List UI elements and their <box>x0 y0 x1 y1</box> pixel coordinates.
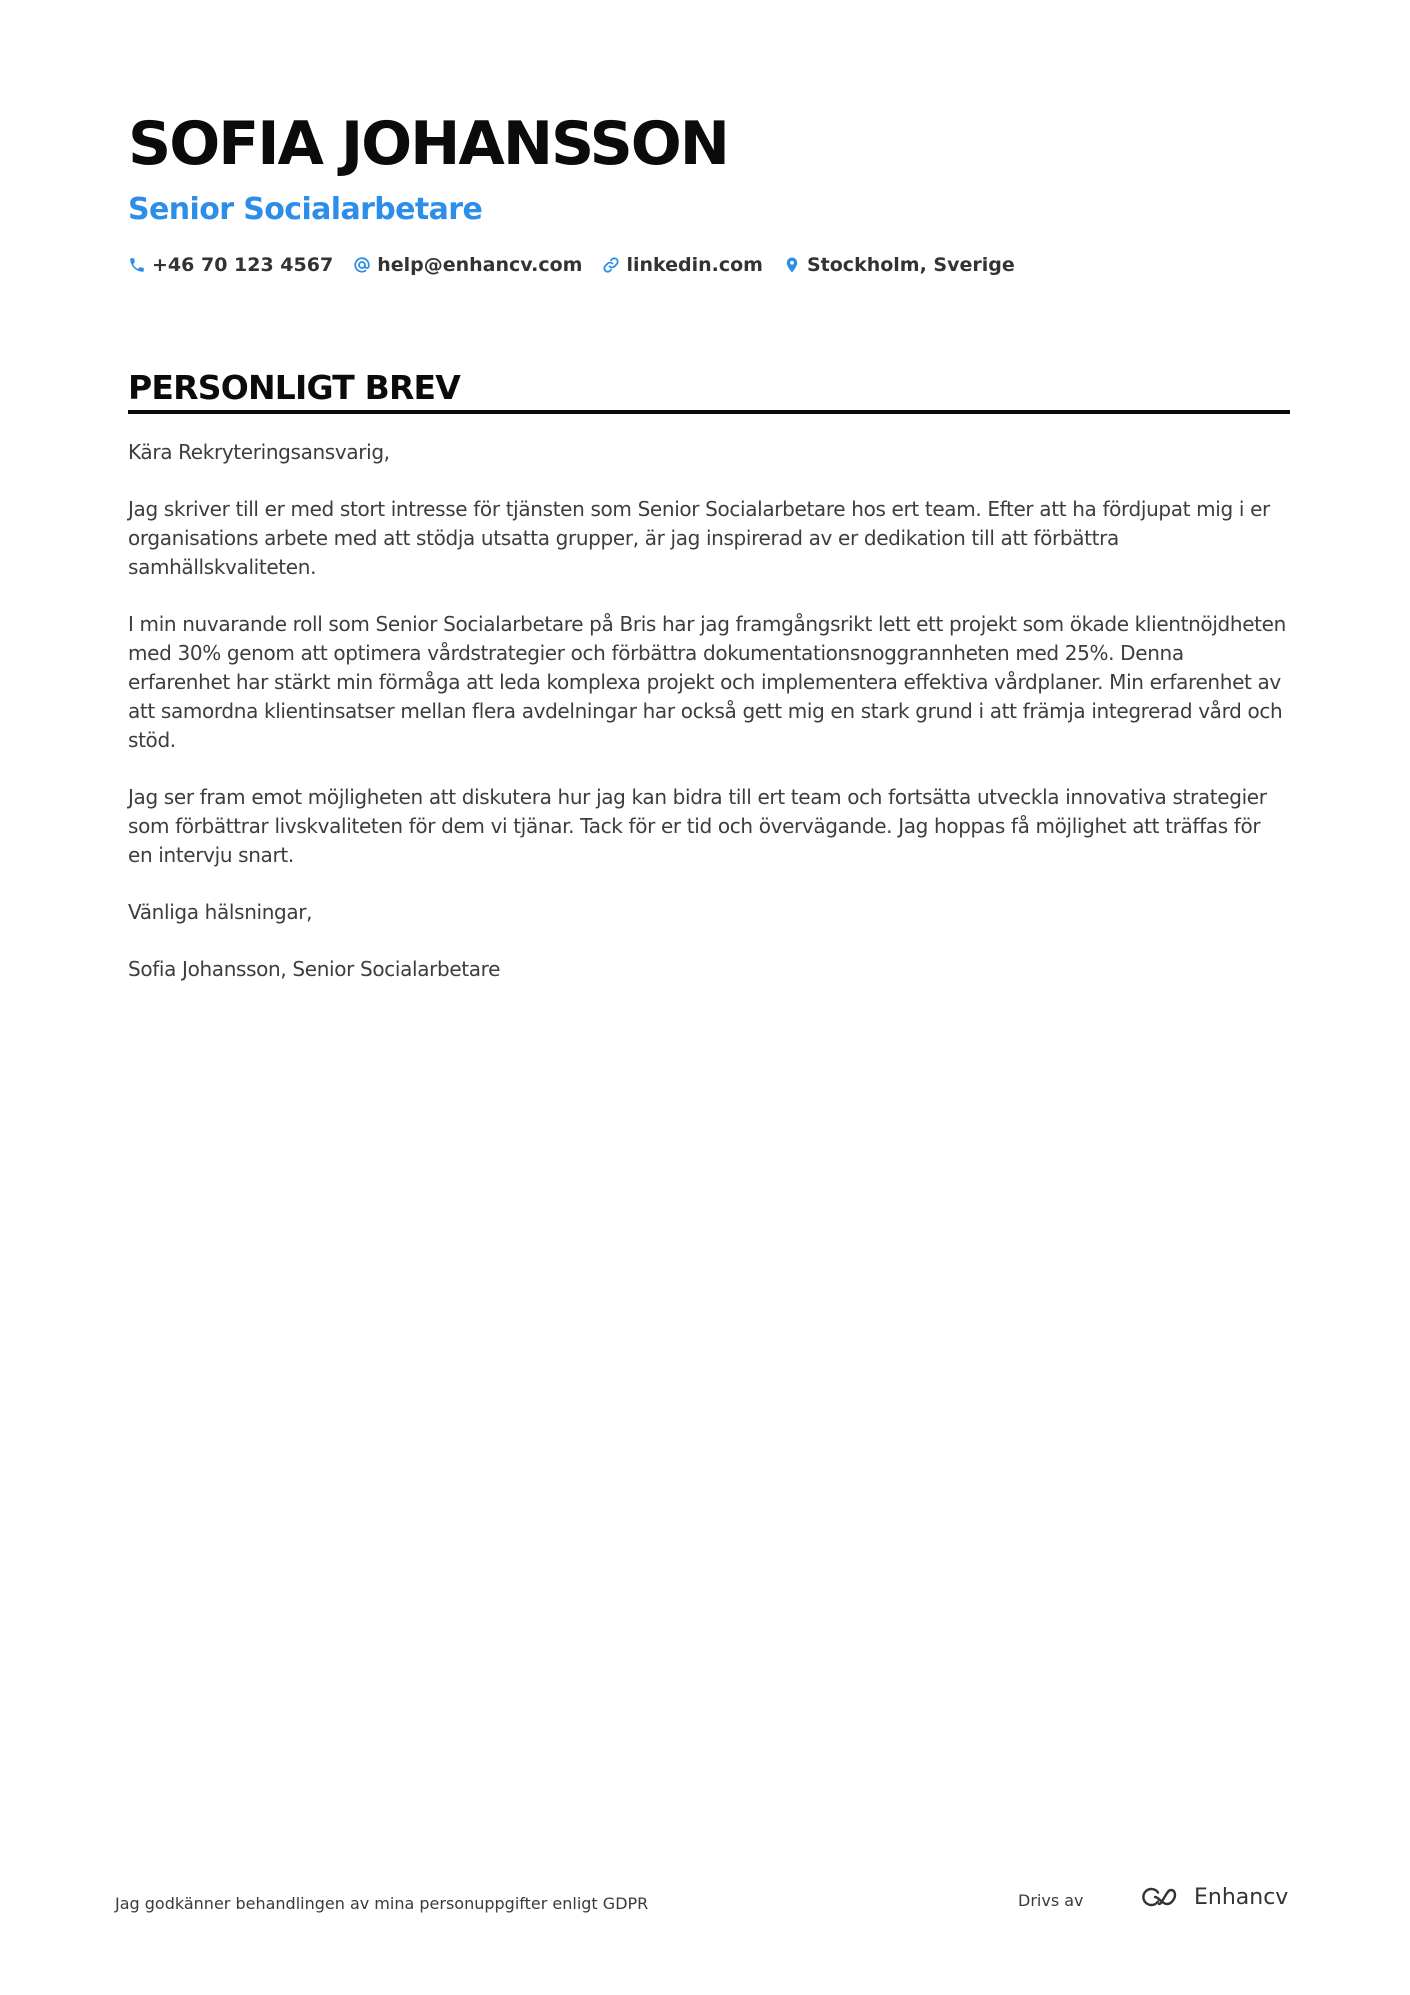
enhancv-brand-link[interactable] <box>1138 1884 1288 1910</box>
enhancv-logo-icon <box>1138 1884 1184 1910</box>
applicant-name: SOFIA JOHANSSON <box>128 109 728 179</box>
email-address: help@enhancv.com <box>377 254 583 276</box>
powered-by-label: Drivs av <box>1018 1891 1084 1910</box>
letter-body <box>128 438 1290 1012</box>
contact-linkedin[interactable] <box>602 254 763 276</box>
section-divider <box>128 410 1290 414</box>
contact-phone[interactable] <box>128 254 333 276</box>
gdpr-consent-text: Jag godkänner behandlingen av mina personuppgifter enligt GDPR <box>115 1894 649 1913</box>
phone-number: +46 70 123 4567 <box>152 254 334 276</box>
contact-info-row <box>128 254 1015 276</box>
enhancv-brand-name: Enhancv <box>1194 1884 1289 1910</box>
contact-location <box>783 254 1015 276</box>
contact-email[interactable] <box>353 254 582 276</box>
letter-paragraph: I min nuvarande roll som Senior Socialarbetare på Bris har jag framgångsrikt lett ett projekt som ökade klientnöjdheten med 30% genom att optimera vårdstrategier och förbättra dokumentationsnoggrannheten med 25%. Denna erfarenhet har stärkt min förmåga att leda komplexa projekt och implementera effektiva vårdplaner. Min erfarenhet av att samordna klientinsatser mellan flera avdelningar har också gett mig en stark grund i att främja integrerad vård och stöd. <box>128 612 1286 752</box>
letter-paragraph: Jag ser fram emot möjligheten att diskutera hur jag kan bidra till ert team och fortsätta utveckla innovativa strategier som förbättrar livskvaliteten för dem vi tjänar. Tack för er tid och övervägande. Jag hoppas få möjlighet att träffas för en intervju snart. <box>128 785 1267 867</box>
letter-closing: Vänliga hälsningar, <box>128 900 313 924</box>
letter-paragraph: Jag skriver till er med stort intresse för tjänsten som Senior Socialarbetare hos ert team. Efter att ha fördjupat mig i er organisations arbete med att stödja utsatta grupper, är jag inspirerad av er dedikation till att förbättra samhällskvaliteten. <box>128 497 1270 579</box>
letter-greeting: Kära Rekryteringsansvarig, <box>128 440 390 464</box>
location-text: Stockholm, Sverige <box>806 254 1015 276</box>
at-icon <box>353 256 371 274</box>
linkedin-link: linkedin.com <box>626 254 763 276</box>
phone-icon <box>128 256 146 274</box>
letter-signature: Sofia Johansson, Senior Socialarbetare <box>128 957 501 981</box>
section-title: PERSONLIGT BREV <box>128 368 461 407</box>
link-icon <box>602 256 620 274</box>
location-pin-icon <box>783 256 801 274</box>
applicant-job-title: Senior Socialarbetare <box>128 192 483 227</box>
